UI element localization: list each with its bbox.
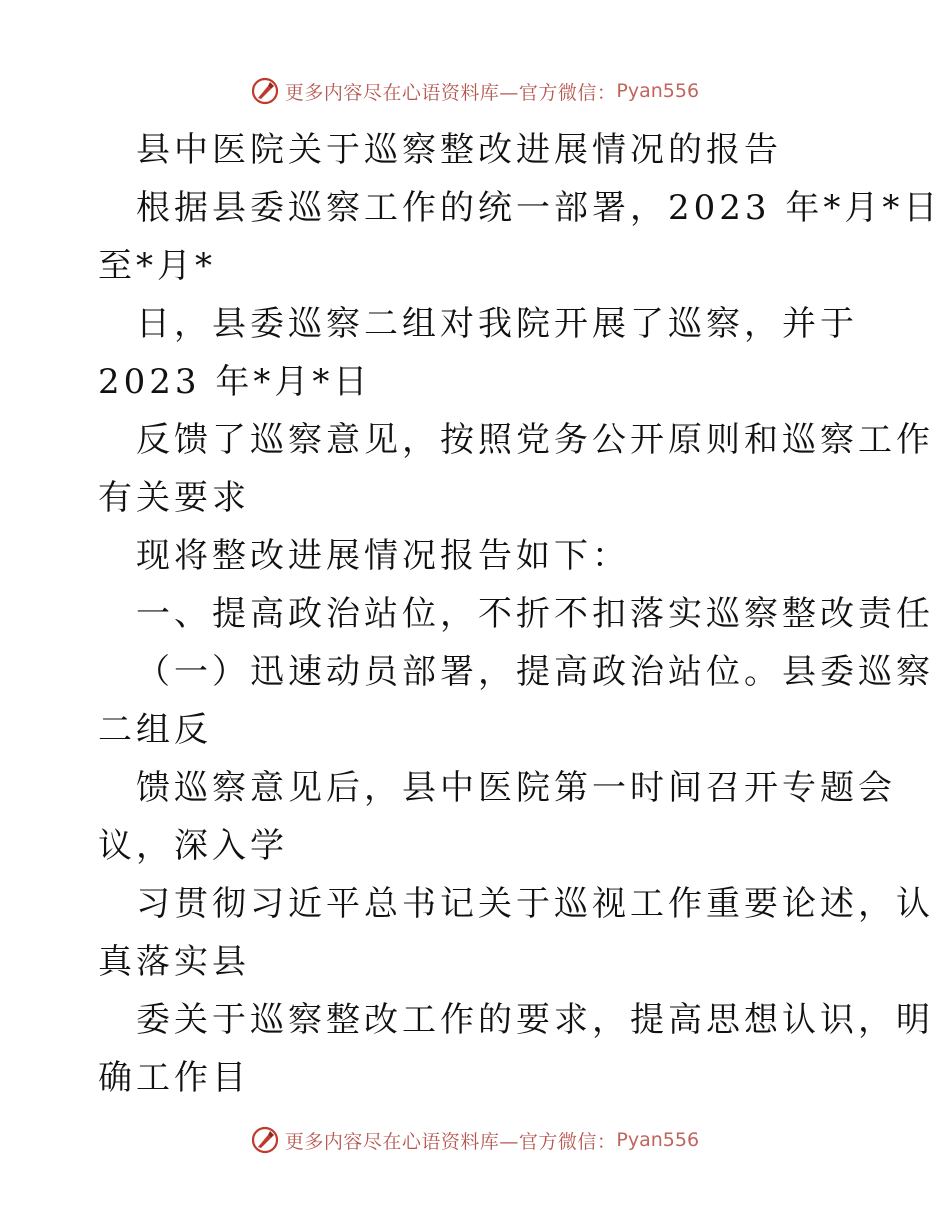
text-line: 县中医院关于巡察整改进展情况的报告 [136,130,782,170]
text-line: 2023 年*月*日 [98,362,372,402]
pen-nib-logo-icon [251,77,279,105]
text-line: 日，县委巡察二组对我院开展了巡察，并于 [136,304,858,344]
text-line: 一、提高政治站位，不折不扣落实巡察整改责任 [136,594,934,634]
text-line: 委关于巡察整改工作的要求，提高思想认识，明 [136,1000,934,1040]
text-line: 习贯彻习近平总书记关于巡视工作重要论述，认 [136,884,934,924]
banner-text: 更多内容尽在心语资料库—官方微信： [284,1130,617,1153]
banner-wechat-id: Pyan556 [616,1129,700,1151]
text-line: 有关要求 [98,478,250,518]
text-line: 至*月* [98,246,216,286]
header-watermark-banner [0,73,950,109]
text-line: 真落实县 [98,942,250,982]
text-line: 馈巡察意见后，县中医院第一时间召开专题会 [136,768,896,808]
document-body [98,121,942,1107]
text-line: 根据县委巡察工作的统一部署，2023 年*月*日 [136,188,942,228]
text-line: （一）迅速动员部署，提高政治站位。县委巡察 [136,652,934,692]
text-line: 反馈了巡察意见，按照党务公开原则和巡察工作 [136,420,934,460]
text-line: 议，深入学 [98,826,288,866]
banner-text: 更多内容尽在心语资料库—官方微信： [284,81,617,104]
text-line: 二组反 [98,710,212,750]
pen-nib-logo-icon [251,1126,279,1154]
footer-watermark-banner [0,1122,950,1158]
text-line: 确工作目 [98,1058,250,1098]
banner-wechat-id: Pyan556 [616,80,700,102]
text-line: 现将整改进展情况报告如下： [136,536,630,576]
